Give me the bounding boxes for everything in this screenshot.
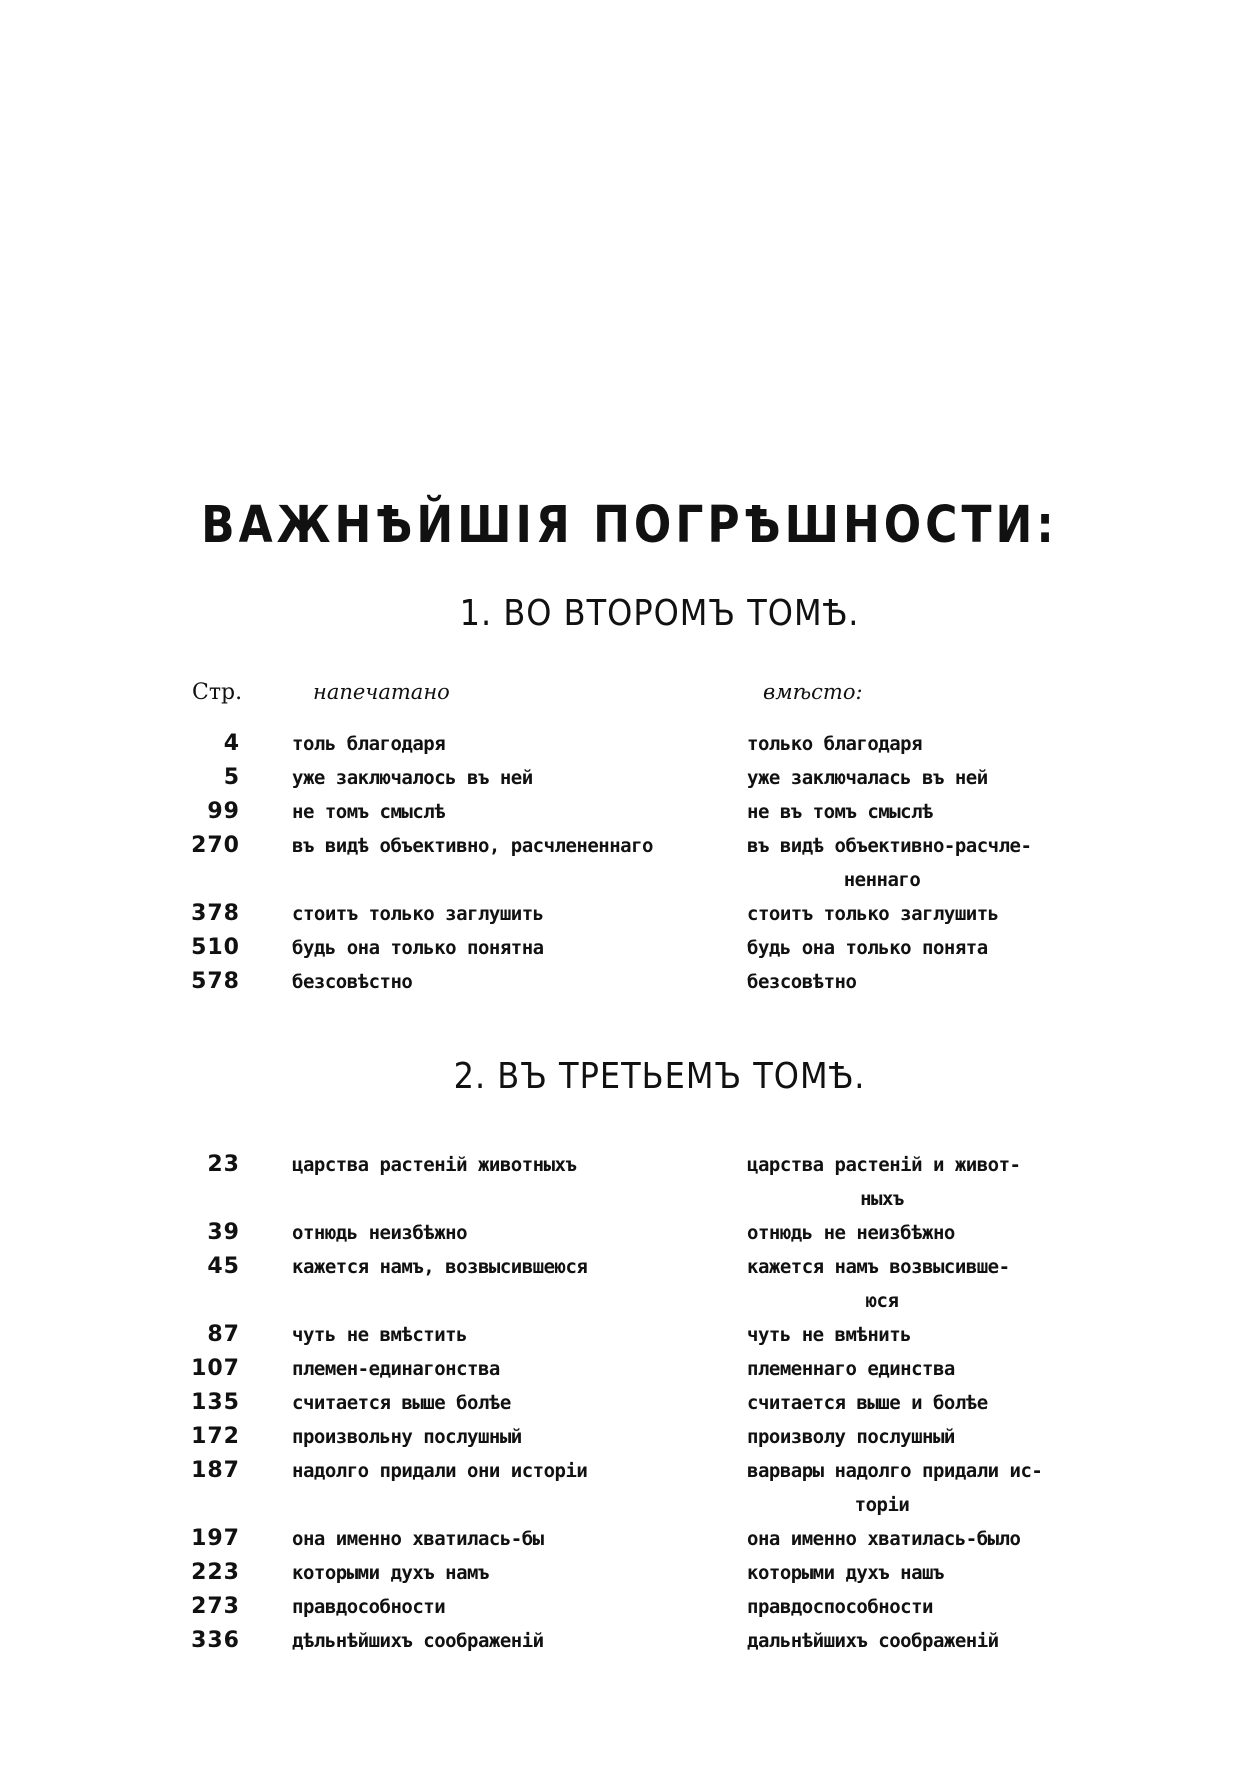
correct-text-cell (747, 1148, 1077, 1216)
page-number: 4 (223, 731, 240, 756)
correct-text: отнюдь не неизбѣжно (747, 1222, 955, 1244)
correct-text-continuation: торіи (854, 1494, 910, 1516)
page-number: 578 (191, 969, 240, 994)
correct-text-cell (747, 761, 1077, 795)
correct-text-continuation: ныхъ (860, 1188, 904, 1210)
printed-text: чуть не вмѣстить (292, 1324, 468, 1346)
correct-text: уже заключалась въ ней (747, 767, 988, 789)
page-number: 223 (191, 1560, 240, 1585)
errata-row (0, 1386, 1259, 1420)
printed-text: произвольну послушный (292, 1426, 522, 1448)
correct-text: кажется намъ возвысивше- (747, 1256, 1010, 1278)
errata-row (0, 897, 1259, 931)
printed-text: не томъ смыслѣ (292, 801, 446, 823)
correct-text-continuation: неннаго (843, 869, 921, 891)
page-number: 39 (207, 1220, 240, 1245)
errata-row (0, 965, 1259, 999)
column-header-page: Стр. (192, 680, 243, 705)
printed-text: стоитъ только заглушить (292, 903, 544, 925)
column-header-instead: вмѣсто: (763, 680, 863, 704)
page-number: 273 (191, 1594, 240, 1619)
correct-text-cell (747, 795, 1077, 829)
correct-text: царства растеній и живот- (747, 1154, 1021, 1176)
errata-row (0, 1352, 1259, 1386)
correct-text-cell (747, 1522, 1077, 1556)
correct-text: произволу послушный (747, 1426, 955, 1448)
errata-row (0, 931, 1259, 965)
correct-text-cell (747, 1556, 1077, 1590)
errata-row (0, 1624, 1259, 1658)
correct-text-cell (747, 897, 1077, 931)
errata-row (0, 829, 1259, 897)
column-header-printed: напечатано (313, 680, 450, 704)
correct-text: варвары надолго придали ис- (747, 1460, 1043, 1482)
page-number: 270 (191, 833, 240, 858)
correct-text-continuation: юся (865, 1290, 899, 1312)
printed-text: уже заключалось въ ней (292, 767, 533, 789)
correct-text: будь она только понята (747, 937, 988, 959)
errata-row (0, 1522, 1259, 1556)
printed-text: дѣльнѣйшихъ соображеній (292, 1630, 544, 1652)
errata-row (0, 1454, 1259, 1522)
correct-text-cell (747, 1216, 1077, 1250)
correct-text: которыми духъ нашъ (747, 1562, 944, 1584)
errata-row (0, 1590, 1259, 1624)
page-number: 378 (191, 901, 240, 926)
printed-text: безсовѣстно (292, 971, 413, 993)
printed-text: въ видѣ объективно, расчлененнаго (292, 835, 653, 857)
page-number: 87 (207, 1322, 240, 1347)
correct-text: считается выше и болѣе (747, 1392, 988, 1414)
correct-text-cell (747, 727, 1077, 761)
correct-text-cell (747, 829, 1077, 897)
correct-text-cell (747, 1624, 1077, 1658)
correct-text: безсовѣтно (747, 971, 857, 993)
correct-text: въ видѣ объективно-расчле- (747, 835, 1032, 857)
correct-text: она именно хватилась-было (747, 1528, 1021, 1550)
correct-text-cell (747, 1318, 1077, 1352)
page-title: ВАЖНѢЙШІЯ ПОГРѢШНОСТИ: (201, 496, 1058, 555)
errata-row (0, 727, 1259, 761)
errata-row (0, 761, 1259, 795)
errata-row (0, 1216, 1259, 1250)
errata-row (0, 1250, 1259, 1318)
printed-text: которыми духъ намъ (292, 1562, 489, 1584)
correct-text: не въ томъ смыслѣ (747, 801, 933, 823)
page-number: 187 (191, 1458, 240, 1483)
printed-text: кажется намъ, возвысившеюся (292, 1256, 588, 1278)
correct-text-cell (747, 1250, 1077, 1318)
page-number: 5 (223, 765, 240, 790)
correct-text-cell (747, 931, 1077, 965)
page-number: 336 (191, 1628, 240, 1653)
printed-text: толь благодаря (292, 733, 446, 755)
page-number: 510 (191, 935, 240, 960)
errata-row (0, 1148, 1259, 1216)
correct-text: стоитъ только заглушить (747, 903, 999, 925)
correct-text-cell (747, 1590, 1077, 1624)
correct-text-cell (747, 1454, 1077, 1522)
page-number: 197 (191, 1526, 240, 1551)
correct-text: только благодаря (747, 733, 923, 755)
errata-row (0, 1556, 1259, 1590)
printed-text: считается выше болѣе (292, 1392, 511, 1414)
correct-text-cell (747, 1352, 1077, 1386)
correct-text: дальнѣйшихъ соображеній (747, 1630, 999, 1652)
errata-table-volume-3 (0, 1148, 1259, 1658)
errata-row (0, 1318, 1259, 1352)
printed-text: царства растеній животныхъ (292, 1154, 577, 1176)
page-number: 135 (191, 1390, 240, 1415)
correct-text-cell (747, 1386, 1077, 1420)
printed-text: будь она только понятна (292, 937, 544, 959)
errata-table-volume-2 (0, 727, 1259, 999)
correct-text-cell (747, 1420, 1077, 1454)
page-number: 172 (191, 1424, 240, 1449)
printed-text: правдособности (292, 1596, 446, 1618)
printed-text: отнюдь неизбѣжно (292, 1222, 468, 1244)
section-heading-volume-2: 1. ВО ВТОРОМЪ ТОМѢ. (459, 592, 860, 634)
printed-text: племен-единагонства (292, 1358, 500, 1380)
errata-row (0, 1420, 1259, 1454)
page-number: 23 (207, 1152, 240, 1177)
correct-text: правдоспособности (747, 1596, 933, 1618)
page-number: 45 (207, 1254, 240, 1279)
printed-text: надолго придали они исторіи (292, 1460, 588, 1482)
section-heading-volume-3: 2. ВЪ ТРЕТЬЕМЪ ТОМѢ. (453, 1055, 866, 1097)
correct-text: племеннаго единства (747, 1358, 955, 1380)
page-number: 99 (207, 799, 240, 824)
printed-text: она именно хватилась-бы (292, 1528, 544, 1550)
correct-text: чуть не вмѣнить (747, 1324, 912, 1346)
errata-row (0, 795, 1259, 829)
page-number: 107 (191, 1356, 240, 1381)
correct-text-cell (747, 965, 1077, 999)
